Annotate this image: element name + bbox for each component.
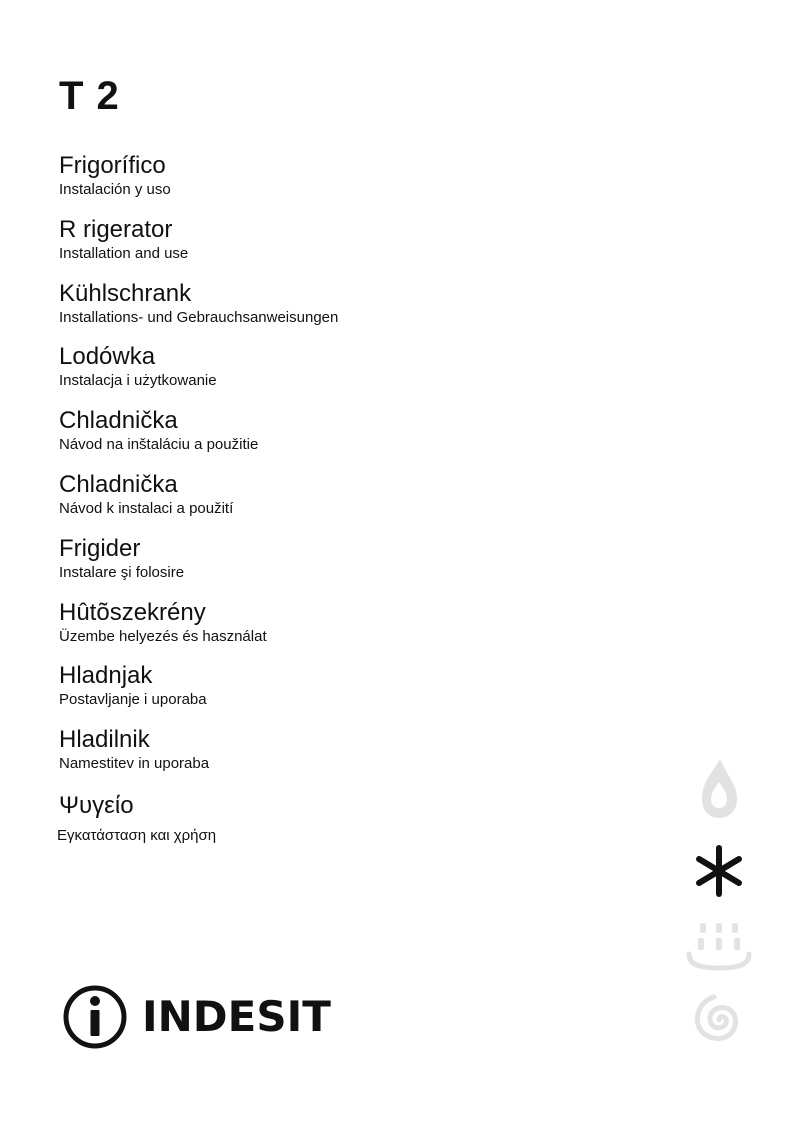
entry-subtitle: Instalacja i użytkowanie	[59, 372, 217, 390]
entry-subtitle: Návod k instalaci a použití	[59, 499, 234, 517]
brand-wordmark: INDESIT	[142, 992, 331, 1041]
model-title: T 2	[59, 74, 120, 118]
entry-title: Ψυγείο	[59, 791, 134, 819]
entry-title: Hûtõszekrény	[59, 598, 206, 626]
entry-title: Lodówka	[59, 343, 156, 371]
entry-subtitle: Postavljanje i uporaba	[59, 691, 207, 709]
language-list	[59, 151, 559, 855]
language-entry	[59, 215, 559, 279]
entry-subtitle: Installations- und Gebrauchsanweisungen	[59, 308, 339, 326]
brand-logo	[62, 982, 331, 1052]
entry-subtitle: Instalare şi folosire	[59, 563, 185, 581]
language-entry	[59, 725, 559, 789]
entry-subtitle: Installation and use	[59, 244, 189, 262]
language-entry	[59, 470, 559, 534]
entry-title: Chladnička	[59, 470, 178, 498]
entry-title: Hladnjak	[59, 662, 153, 690]
entry-subtitle: Namestitev in uporaba	[59, 755, 210, 773]
steam-icon	[684, 918, 754, 974]
entry-title: Frigorífico	[59, 152, 166, 179]
language-entry	[59, 406, 559, 470]
flame-icon	[684, 755, 754, 821]
spiral-icon	[684, 991, 754, 1049]
indesit-i-icon	[62, 984, 128, 1050]
language-entry	[59, 151, 559, 215]
entry-title: Hladilnik	[59, 726, 150, 754]
language-entry	[59, 598, 559, 662]
entry-title: Kühlschrank	[59, 279, 192, 307]
language-entry	[59, 661, 559, 725]
language-entry	[59, 534, 559, 598]
entry-title: Frigider	[59, 534, 141, 562]
language-entry	[59, 342, 559, 406]
entry-subtitle: Návod na inštaláciu a použitie	[59, 436, 259, 454]
entry-title: Chladnička	[59, 407, 178, 435]
entry-title: R rigerator	[59, 215, 173, 243]
entry-subtitle: Üzembe helyezés és használat	[59, 627, 267, 645]
entry-subtitle: Εγκατάσταση και χρήση	[57, 826, 217, 844]
language-entry	[59, 279, 559, 343]
snowflake-asterisk-icon	[684, 845, 754, 897]
entry-subtitle: Instalación y uso	[59, 181, 171, 198]
language-entry	[59, 791, 559, 855]
